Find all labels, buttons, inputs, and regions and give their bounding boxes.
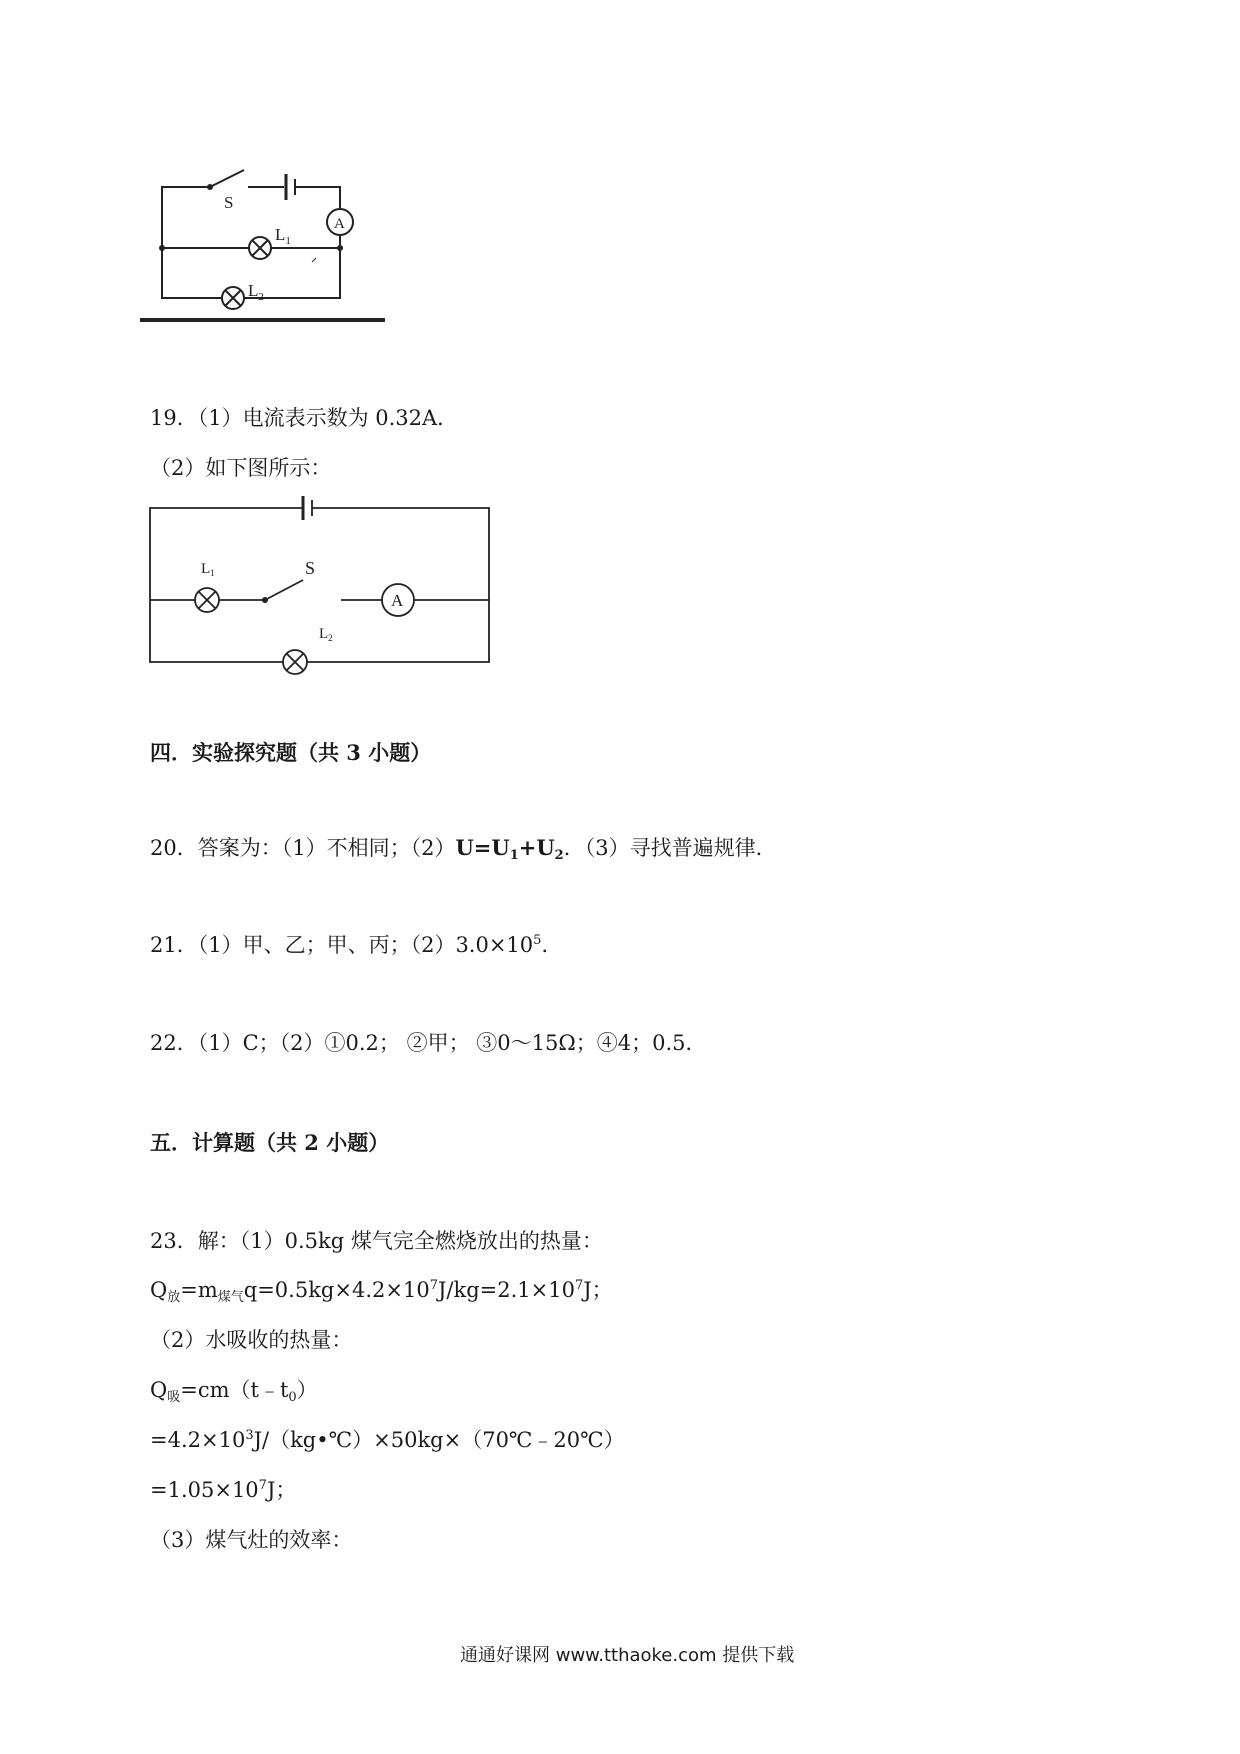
- q23-part2: （2）水吸收的热量：: [150, 1328, 353, 1352]
- svg-text:L1: [201, 561, 215, 578]
- q23-formula-4: $=1.05\times 10^7J$；: [150, 1478, 297, 1502]
- circuit-diagram-2: [145, 490, 500, 680]
- fig1-l2-sub: 2: [258, 291, 264, 303]
- svg-text:L2: [319, 626, 333, 643]
- section-4-heading: 四．实验探究题（共 3 小题）: [150, 740, 432, 765]
- q23-formula-1: $Q_放=m_{煤气}q=0.5kg\times 4.2\times 10^7J/kg=2.1\times 10^7J$；: [150, 1278, 613, 1305]
- fig1-l1-sub: 1: [285, 235, 291, 247]
- q23-formula-2: $Q_吸=cm(t﹣t_0)$: [150, 1378, 318, 1405]
- fig1-switch-label: S: [224, 193, 234, 212]
- fig1-l1-label: L: [275, 225, 286, 244]
- fig2-l1-label: L: [201, 561, 211, 577]
- section-5-heading: 五．计算题（共 2 小题）: [150, 1130, 390, 1155]
- q23-formula-3: $=4.2\times 10^3J/(kg•℃)\times 50kg\times(70℃﹣20℃)$: [150, 1428, 625, 1452]
- q20-answer: 20．答案为：（1）不相同；$(2)U=U_1+U_2$．（3）寻找普遍规律．: [150, 835, 777, 863]
- fig1-ammeter-label: A: [334, 216, 345, 232]
- svg-text:L2: [248, 281, 264, 303]
- fig2-switch-label: S: [305, 558, 316, 578]
- page-footer: 通通好课网 www.tthaoke.com 提供下载: [460, 1645, 795, 1666]
- q22-answer: 22．（1）C；（2）①0.2； ②甲； ③0～15Ω；④4；0.5．: [150, 1031, 707, 1055]
- q21-answer: 21．（1）甲、乙；甲、丙；$(2)3.0\times 10^5$．: [150, 933, 563, 957]
- q23-intro: 23．解：（1）0.5kg 煤气完全燃烧放出的热量：: [150, 1229, 603, 1253]
- fig1-l2-label: L: [248, 281, 259, 300]
- fig2-l2-label: L: [319, 626, 329, 642]
- svg-text:L1: [275, 225, 291, 247]
- fig2-l2-sub: 2: [328, 633, 333, 643]
- q19-line2: （2）如下图所示：: [150, 456, 332, 480]
- circuit-diagram-1: [140, 150, 400, 330]
- fig2-l1-sub: 1: [210, 568, 215, 578]
- q19-line1: 19．（1）电流表示数为 0.32A．: [150, 406, 459, 430]
- fig2-ammeter-label: A: [391, 591, 404, 610]
- q23-part3: （3）煤气灶的效率：: [150, 1528, 353, 1552]
